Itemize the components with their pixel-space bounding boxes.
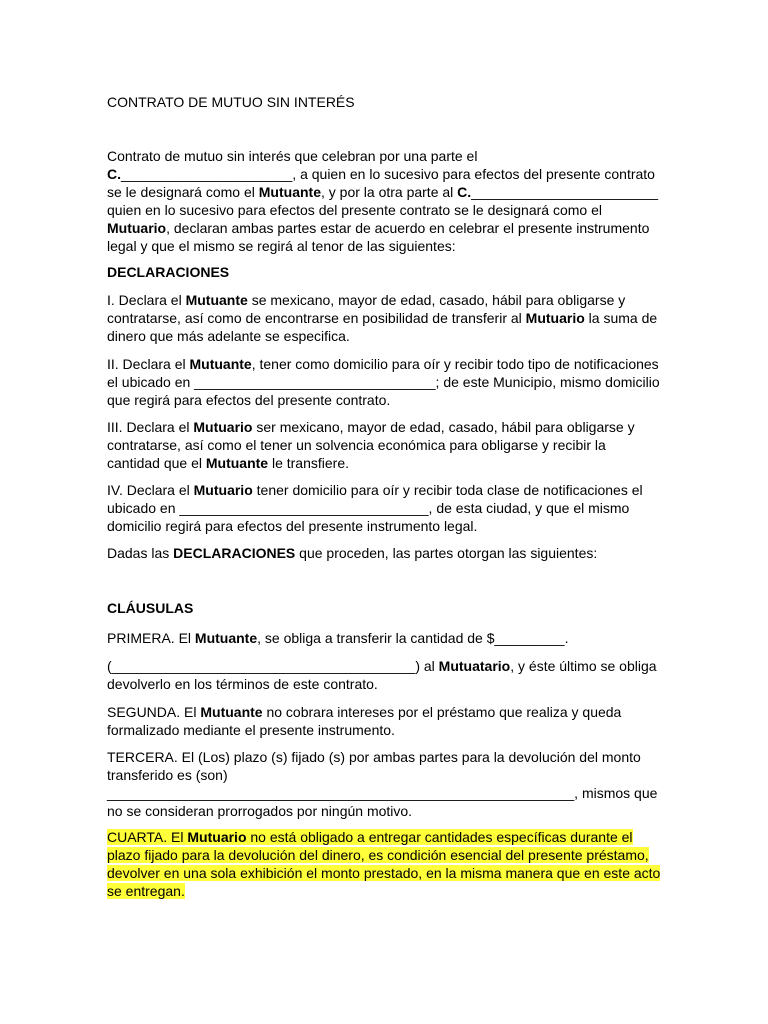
intro-paragraph <box>107 147 662 255</box>
intro-c2: C. <box>457 184 472 200</box>
clausula-cuarta <box>107 828 662 900</box>
intro-blank-1: ______________________ <box>121 166 293 182</box>
d1-text-3: la suma de dinero que más adelante se especifica. <box>107 310 658 344</box>
clausula-tercera <box>107 748 662 820</box>
d2-text-2: , tener como domicilio para oír y recibir todo tipo de notificaciones el ubicado en _______________________________; de este Municipio, mismo domicilio que regirá para efectos del presente contrato. <box>107 356 660 408</box>
intro-mutuario: Mutuario <box>107 220 167 236</box>
d1-bold-2: Mutuario <box>525 310 585 326</box>
dadas-paragraph <box>107 544 662 562</box>
d3-bold-2: Mutuante <box>205 455 269 471</box>
d4-text-2: tener domicilio para oír y recibir toda clase de notificaciones el ubicado en ________________________________, de esta ciudad, y que el mismo domicilio regirá para efectos del presente instrumento legal. <box>107 482 643 534</box>
c2-text-2: no cobrara intereses por el préstamo que realiza y queda formalizado mediante el presente instrumento. <box>107 704 622 738</box>
d4-text-1: IV. Declara el <box>107 482 194 498</box>
c1-text-2: , se obliga a transferir la cantidad de $_________. <box>257 630 569 646</box>
declaraciones-heading: DECLARACIONES <box>107 264 230 280</box>
clausula-primera-cont <box>107 657 662 693</box>
clausula-primera <box>107 629 662 647</box>
d1-bold-1: Mutuante <box>185 292 248 308</box>
clausula-segunda <box>107 703 662 739</box>
intro-text-2: , a quien en lo sucesivo para efectos del presente contrato se le designará como el <box>107 166 655 200</box>
d1-text-1: I. Declara el <box>107 292 186 308</box>
d3-text-1: III. Declara el <box>107 419 194 435</box>
c4-text-2: no está obligado a entregar cantidades específicas durante el plazo fijado para la devolución del dinero, es condición esencial del presente préstamo, devolver en una sola exhibición el monto prestado, en la misma manera que en este acto se entregan. <box>107 829 661 899</box>
d1-text-2: se mexicano, mayor de edad, casado, hábil para obligarse y contratarse, así como de encontrarse en posibilidad de transferir al <box>107 292 626 326</box>
c1b-text-2: , y éste último se obliga devolverlo en los términos de este contrato. <box>107 658 657 692</box>
d3-text-2: ser mexicano, mayor de edad, casado, hábil para obligarse y contratarse, así como el tener un solvencia económica para obligarse y recibir la cantidad que el <box>107 419 635 471</box>
declaracion-3 <box>107 418 662 472</box>
d3-bold-1: Mutuario <box>193 419 253 435</box>
c1-bold-1: Mutuante <box>194 630 258 646</box>
document-title: CONTRATO DE MUTUO SIN INTERÉS <box>107 94 355 110</box>
d2-text-1: II. Declara el <box>107 356 190 372</box>
d3-text-3: le transfiere. <box>268 455 350 471</box>
c3-text-1: TERCERA. El (Los) plazo (s) fijado (s) por ambas partes para la devolución del monto transferido es (son) ____________________________________________________________, mismos que no se consideran prorrogados por ningún motivo. <box>107 749 658 819</box>
c1b-bold-1: Mutuatario <box>438 658 511 674</box>
declaracion-1 <box>107 291 662 345</box>
intro-mutuante: Mutuante <box>258 184 321 200</box>
c4-highlight <box>107 829 660 899</box>
dadas-text-2: que proceden, las partes otorgan las siguientes: <box>295 545 598 561</box>
d2-bold-1: Mutuante <box>189 356 252 372</box>
intro-text-3: , y por la otra parte al <box>320 184 458 200</box>
c1b-text-1: (_______________________________________) al <box>107 658 439 674</box>
intro-blank-2: ________________________ <box>471 184 659 200</box>
c1-text-1: PRIMERA. El <box>107 630 195 646</box>
clausulas-heading: CLÁUSULAS <box>107 600 194 616</box>
declaracion-2 <box>107 355 662 409</box>
dadas-text-1: Dadas las <box>107 545 174 561</box>
declaracion-4 <box>107 481 662 535</box>
intro-text-5: , declaran ambas partes estar de acuerdo en celebrar el presente instrumento legal y que el mismo se regirá al tenor de las siguientes: <box>107 220 650 254</box>
d4-bold-1: Mutuario <box>193 482 253 498</box>
c2-text-1: SEGUNDA. El <box>107 704 201 720</box>
intro-text-1: Contrato de mutuo sin interés que celebran por una parte el <box>107 148 478 164</box>
c4-bold-1: Mutuario <box>187 829 247 845</box>
c4-text-1: CUARTA. El <box>107 829 188 845</box>
c2-bold-1: Mutuante <box>200 704 263 720</box>
dadas-bold-1: DECLARACIONES <box>173 545 296 561</box>
intro-text-4: quien en lo sucesivo para efectos del presente contrato se le designará como el <box>107 202 602 218</box>
intro-c1: C. <box>107 166 121 182</box>
